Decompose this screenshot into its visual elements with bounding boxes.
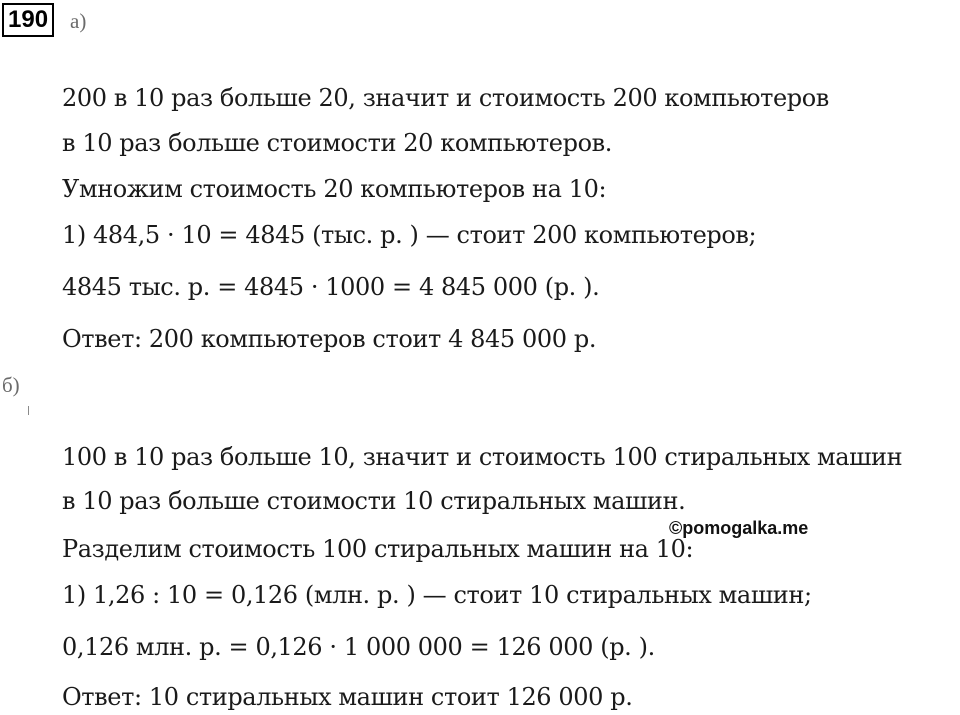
tick-mark xyxy=(28,406,29,415)
part-a-line-1: 200 в 10 раз больше 20, значит и стоимость 200 компьютеров xyxy=(62,84,829,112)
part-a-line-3: Умножим стоимость 20 компьютеров на 10: xyxy=(62,175,607,203)
watermark: ©pomogalka.me xyxy=(669,518,809,538)
problem-number: 190 xyxy=(2,3,54,37)
part-a-line-5: 4845 тыс. р. = 4845 · 1000 = 4 845 000 (р. ). xyxy=(62,273,600,301)
part-a-answer: Ответ: 200 компьютеров стоит 4 845 000 р. xyxy=(62,325,597,353)
part-b-line-1: 100 в 10 раз больше 10, значит и стоимость 100 стиральных машин xyxy=(62,443,903,471)
part-b-label: б) xyxy=(2,373,20,397)
part-b-line-5: 0,126 млн. р. = 0,126 · 1 000 000 = 126 000 (р. ). xyxy=(62,633,655,661)
part-b-line-3: Разделим стоимость 100 стиральных машин на 10: xyxy=(62,535,694,563)
part-a-label: а) xyxy=(70,9,87,33)
part-b-line-4: 1) 1,26 : 10 = 0,126 (млн. р. ) — стоит 10 стиральных машин; xyxy=(62,581,812,609)
part-b-line-2: в 10 раз больше стоимости 10 стиральных машин. xyxy=(62,487,686,515)
part-a-line-4: 1) 484,5 · 10 = 4845 (тыс. р. ) — стоит 200 компьютеров; xyxy=(62,221,757,249)
part-a-line-2: в 10 раз больше стоимости 20 компьютеров. xyxy=(62,129,612,157)
part-b-answer: Ответ: 10 стиральных машин стоит 126 000 р. xyxy=(62,683,633,711)
